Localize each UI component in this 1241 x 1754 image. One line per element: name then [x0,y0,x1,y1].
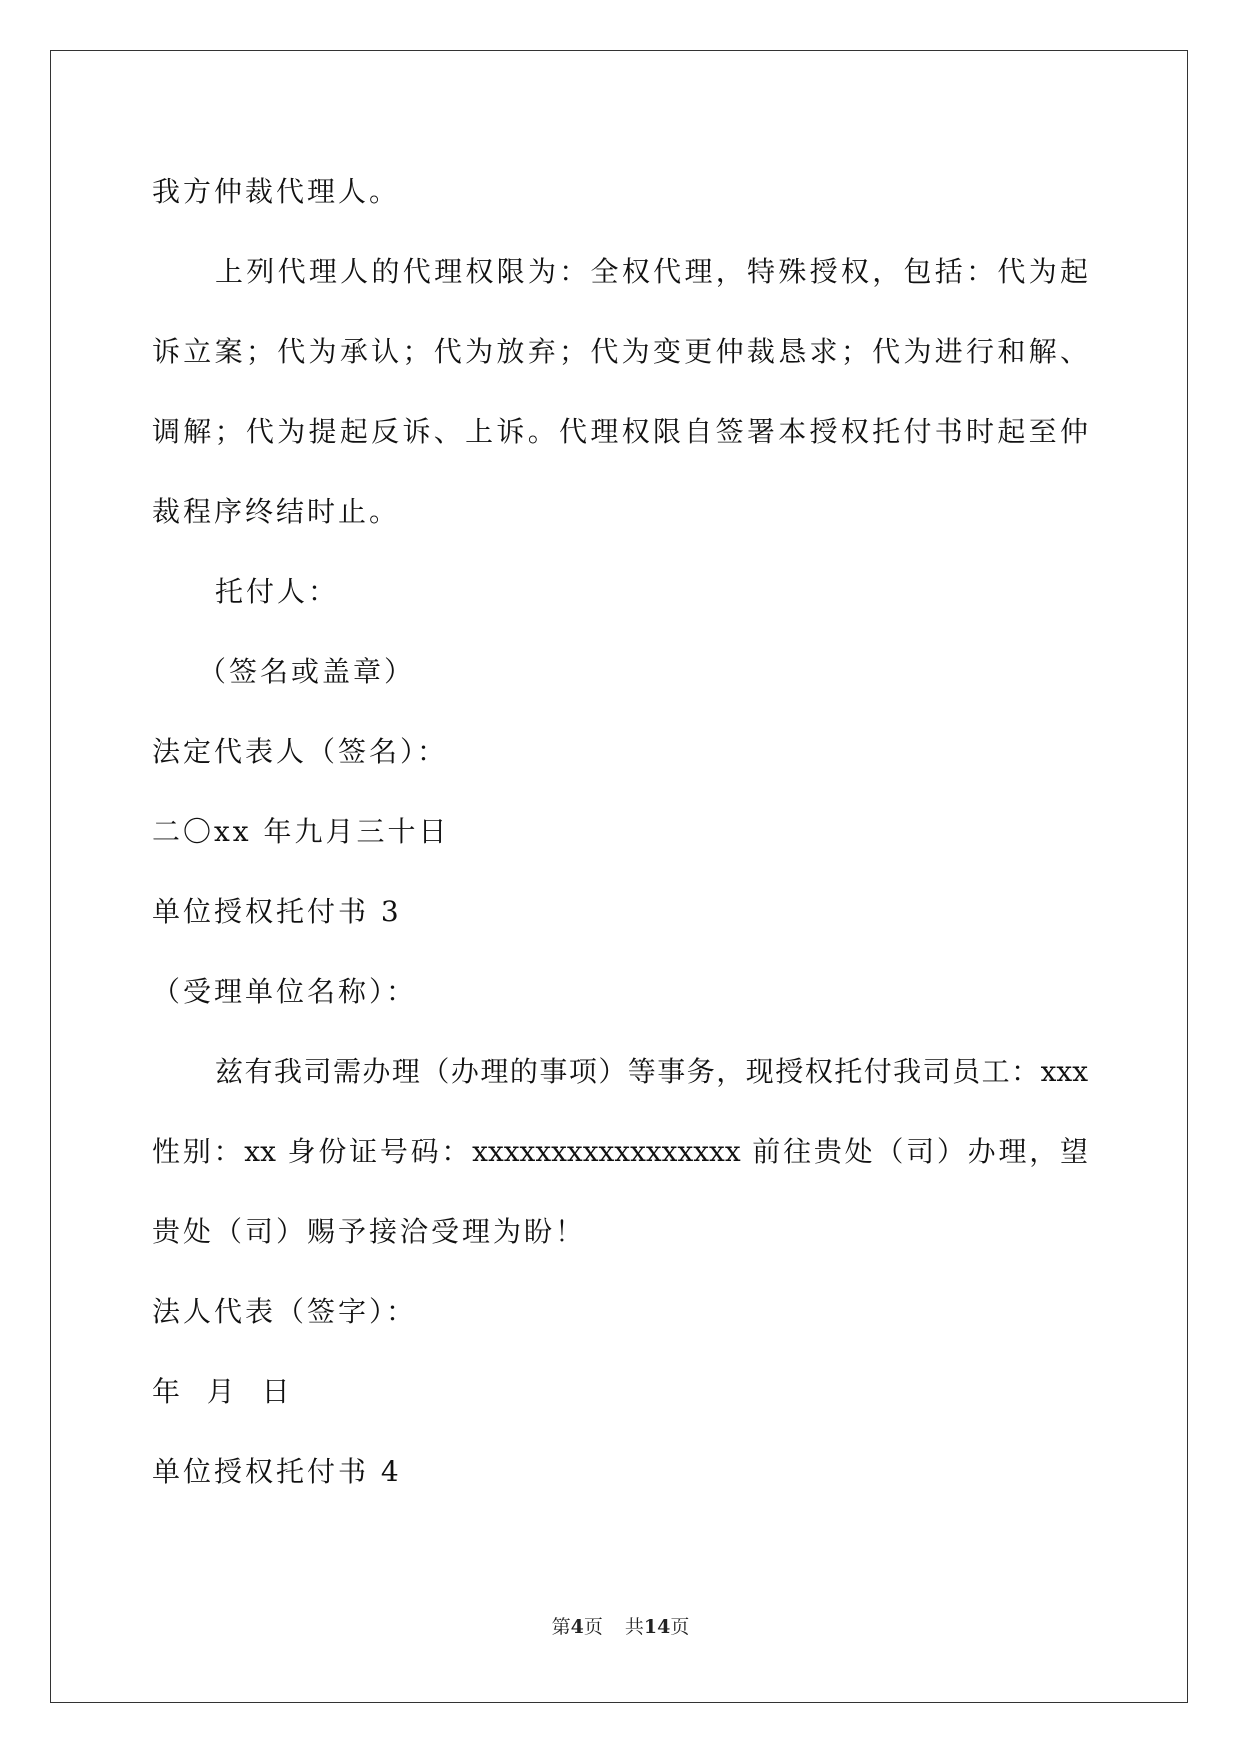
page-footer [0,1614,1241,1640]
section-heading: 单位授权托付书 4 [152,1455,402,1488]
text-line: 法人代表（签字）： [152,1295,418,1328]
text-line: 诉立案；代为承认；代为放弃；代为变更仲裁恳求；代为进行和解、 [152,335,1088,368]
text-line: 兹有我司需办理（办理的事项）等事务，现授权托付我司员工：xxx [215,1055,1088,1088]
text-line: 裁程序终结时止。 [152,495,401,528]
total-page-number: 14 [643,1616,671,1638]
text-line: （签名或盖章） [198,655,416,688]
text-line: 我方仲裁代理人。 [152,175,401,208]
text-line: 性别：xx 身份证号码：xxxxxxxxxxxxxxxxx 前往贵处（司）办理，望 [152,1135,1088,1168]
footer-page-suffix: 页 [583,1616,603,1638]
footer-total-prefix: 共 [624,1616,644,1638]
section-heading: 单位授权托付书 3 [152,895,402,928]
text-line: （受理单位名称）： [152,975,418,1008]
text-line: 托付人： [215,575,340,608]
text-line: 贵处（司）赐予接洽受理为盼！ [152,1215,587,1248]
text-line: 二〇xx 年九月三十日 [152,815,450,848]
date-line: 年 月 日 [152,1375,293,1408]
text-line: 调解；代为提起反诉、上诉。代理权限自签署本授权托付书时起至仲 [152,415,1088,448]
text-line: 法定代表人（签名）： [152,735,449,768]
current-page-number: 4 [570,1616,584,1638]
footer-prefix: 第 [551,1616,571,1638]
footer-total-suffix: 页 [670,1616,690,1638]
text-line: 上列代理人的代理权限为：全权代理，特殊授权，包括：代为起 [215,255,1088,288]
